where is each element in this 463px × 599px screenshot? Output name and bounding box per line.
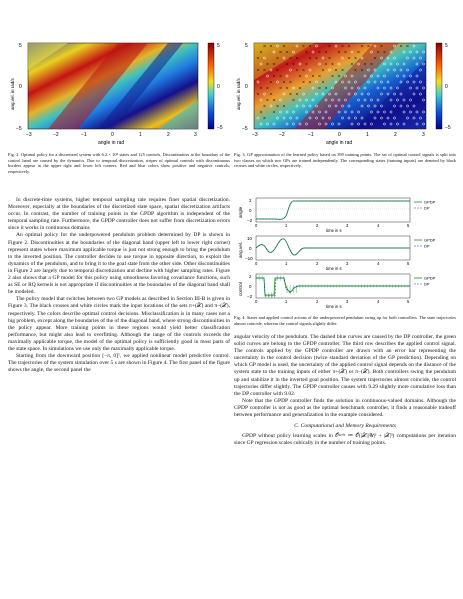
paragraph: angular velocity of the pendulum. The dashed blue curves are caused by the DP controller, the green solid curves are belong to the GPDP controller. The third row describes the applied control signal. The controls applied by the GPDP controller are drawn with an error bar representing the uncertainty in the control decision (twice standard deviation of the GP prediction). Depending on which GP model is used, the uncertainty of the applied control signal depends on the distance of the system state to the training inputs of either π+(𝒳) or π−(𝒳). Both controllers swing the pendulum up and stabilize it in the inverted goal position. The system trajectories almost coincide, the control trajectories differ slightly. The GPDP controller causes with 9.29 slightly more cumulative loss than the DP controller with 9.02. [234,334,456,397]
fig4-ylabel-angle: angle [238,206,243,218]
fig4-xtick: 5 [407,299,410,304]
fig4-ytick: 2 [249,274,252,279]
fig3-ylabel: ang.vel. in rad/s [236,78,241,110]
fig4-plots [234,192,458,312]
fig3-ytick: −5 [242,126,248,132]
figure-3 [234,40,458,150]
fig4-xtick: 3 [346,299,349,304]
fig4-xtick: 5 [407,261,410,266]
fig2-ylabel: ang.vel. in rad/s [10,78,15,110]
fig4-legend-dp: DP [424,205,430,211]
fig4-ytick: 10 [247,236,253,241]
fig4-ytick: 0 [249,246,252,251]
paragraph: An optimal policy for the underpowered pendulum problem determined by DP is shown in Figure 2. Discontinuities at the boundaries of the diagonal band (upper left to lower right corner) represent states where maximum applicable torque is just not strong enough to bring the pendulum to the inverted position. The controller decides to use torque in opposite direction, to exploit the dynamics of the pendulum, and to bring it to the goal state from the other side. Other discontinuities in Figure 2 are largely due to temporal discretization and decline with higher sampling rates. Figure 2 also shows that a GP model for this policy using smoothness favoring covariance functions, such as SE or RQ kernels is not appropriate if discontinuities at the boundaries of the diagonal band shall be modeled. [8,232,230,296]
fig4-xtick: 4 [377,223,380,228]
fig4-ylabel-angvel: ang.vel. [238,241,243,258]
fig2-caption: Fig. 2. Optimal policy for a discretized system with 6.2 × 10⁵ states and 125 controls. Discontinuities at the boundary of the control band are caused by the dynamics. Due to temporal discretization, stripes of optimal controls with discontinuous borders appear in the upper right and lower left corners. Red and blue colors show positive and negative controls, respectively. [8,152,230,174]
fig3-ytick: 0 [245,84,248,90]
fig4-legend-dp: DP [424,281,430,287]
fig3-cbar-tick: 0 [445,84,448,90]
fig2-xtick: 1 [139,132,142,138]
fig4-xtick: 2 [316,261,319,266]
fig2-heatmap [8,40,230,150]
fig2-ytick: 5 [19,43,22,49]
fig3-xtick: −1 [308,132,314,138]
fig2-xtick: −1 [81,132,87,138]
fig4-legend-gpdp: GPDP [424,199,436,205]
fig2-xtick: 3 [194,132,197,138]
figure-4 [234,192,458,312]
fig4-ytick: −2 [247,294,253,299]
fig4-ytick: 2 [249,198,252,203]
fig4-xtick: 5 [407,223,410,228]
section-heading: C. Computational and Memory Requirements [294,423,396,430]
paragraph: GPDP without policy learning scales in 𝒪ᵍᵖᵈᵖ ≔ 𝒪(|𝒳||𝒰|² + |𝒳|³) computations per iteration since GP regression scales cubically in the number of training points. [234,433,456,447]
fig3-caption: Fig. 3. GP approximation of the learned policy based on 399 training points. The set of optimal control signals is split into two classes on which two GPs are trained independently. The corresponding states (training inputs) are denoted by black crosses and white circles, respectively. [234,152,456,169]
fig4-xtick: 4 [377,299,380,304]
fig4-legend-gpdp: GPDP [424,275,436,281]
fig4-angvel-gpdp [256,239,410,255]
fig4-xtick: 1 [285,223,288,228]
fig4-xlabel: time in s [326,266,342,271]
fig3-xtick: 3 [422,132,425,138]
paragraph: Note that the GPDP controller finds the solution in continuous-valued domains. Although the GPDP controller is not as good as the optimal benchmark controller, it finds a reasonable tradeoff between performance and generalization in the example considered. [234,397,456,419]
right-column [234,334,456,447]
fig4-xtick: 1 [285,299,288,304]
fig4-ylabel-control: control [238,282,243,296]
fig4-xtick: 2 [316,223,319,228]
fig2-xtick: −2 [53,132,59,138]
fig4-control-errorbars [256,276,408,298]
fig2-cbar-tick: 5 [217,43,220,49]
fig2-cbar-tick: 0 [217,84,220,90]
fig3-xlabel: angle in rad [326,140,353,146]
fig4-xlabel: time in s [326,228,342,233]
fig3-xtick: −3 [252,132,258,138]
fig3-ytick: 5 [245,43,248,49]
fig4-xtick: 1 [285,261,288,266]
fig3-xtick: 0 [338,132,341,138]
fig4-ytick: −2 [247,218,253,223]
fig4-ytick: 0 [249,208,252,213]
fig4-legend-dp: DP [424,243,430,249]
fig4-xlabel: time in s [326,304,342,309]
paragraph: In discrete-time systems, higher temporal sampling rate requires finer spatial discretization. Moreover, especially at the boundaries of the discretized state space, spatial discretization artifacts occur. In contrast, the number of training points in the GPDP algorithm is independent of the temporal sampling rate. Furthermore, the GPDP controller does not suffer from discretization errors since it works in continuous domains [8,197,230,232]
fig4-control-gpdp [256,278,410,295]
fig4-xtick: 0 [255,299,258,304]
fig2-xlabel: angle in rad [98,140,125,146]
fig3-heatmap [234,40,458,150]
left-column [8,197,230,374]
figure-2 [8,40,230,150]
fig3-cbar-tick: 5 [445,43,448,49]
fig4-legend-gpdp: GPDP [424,237,436,243]
fig2-xtick: 0 [111,132,114,138]
fig4-ytick: −10 [245,256,253,261]
fig4-xtick: 0 [255,223,258,228]
fig2-xtick: −3 [26,132,32,138]
fig4-xtick: 0 [255,261,258,266]
fig2-ytick: −5 [16,126,22,132]
fig4-xtick: 4 [377,261,380,266]
fig3-xtick: −2 [279,132,285,138]
fig3-cbar-tick: −5 [445,125,451,131]
fig3-xtick: 1 [366,132,369,138]
fig4-angle-dp [256,201,410,219]
paragraph: Starting from the downward position [−π, 0]ᵀ, we applied nonlinear model predictive control. The trajectories of the system simulation over 5 s are shown in Figure 4. The first panel of the figure shows the angle, the second panel the [8,353,230,374]
fig2-cbar-tick: −5 [217,125,223,131]
fig2-xtick: 2 [167,132,170,138]
fig4-angle-gpdp [256,201,410,219]
fig4-caption: Fig. 4. States and applied control actions of the underpowered pendulum swing up for both controllers. The state trajectories almost coincide, whereas the control signals slightly differ. [234,315,456,326]
fig3-xtick: 2 [394,132,397,138]
paragraph: The policy model that switches between two GP models as described in Section III-B is given in Figure 3. The black crosses and white circles mark the input locations of the sets π+(𝒳) and π−(𝒳), respectively. The colors describe optimal control decisions. Misclassification is in many cases not a big problem, except along the boundaries of the of the diagonal band, where strong discontinuities in the policy appear. More training points in these regions would yield better classification performance, but might also lead to overfitting. Although the range of the controls exceeds the maximally applicable torque, the model of the optimal policy is sufficiently good in most parts of the state space. In simulations we use only the maximally applicable torque. [8,296,230,352]
fig4-control-dp [256,278,410,296]
fig4-xtick: 3 [346,223,349,228]
fig4-xtick: 3 [346,261,349,266]
fig4-xtick: 2 [316,299,319,304]
fig2-ytick: 0 [19,84,22,90]
fig4-ytick: 0 [249,284,252,289]
